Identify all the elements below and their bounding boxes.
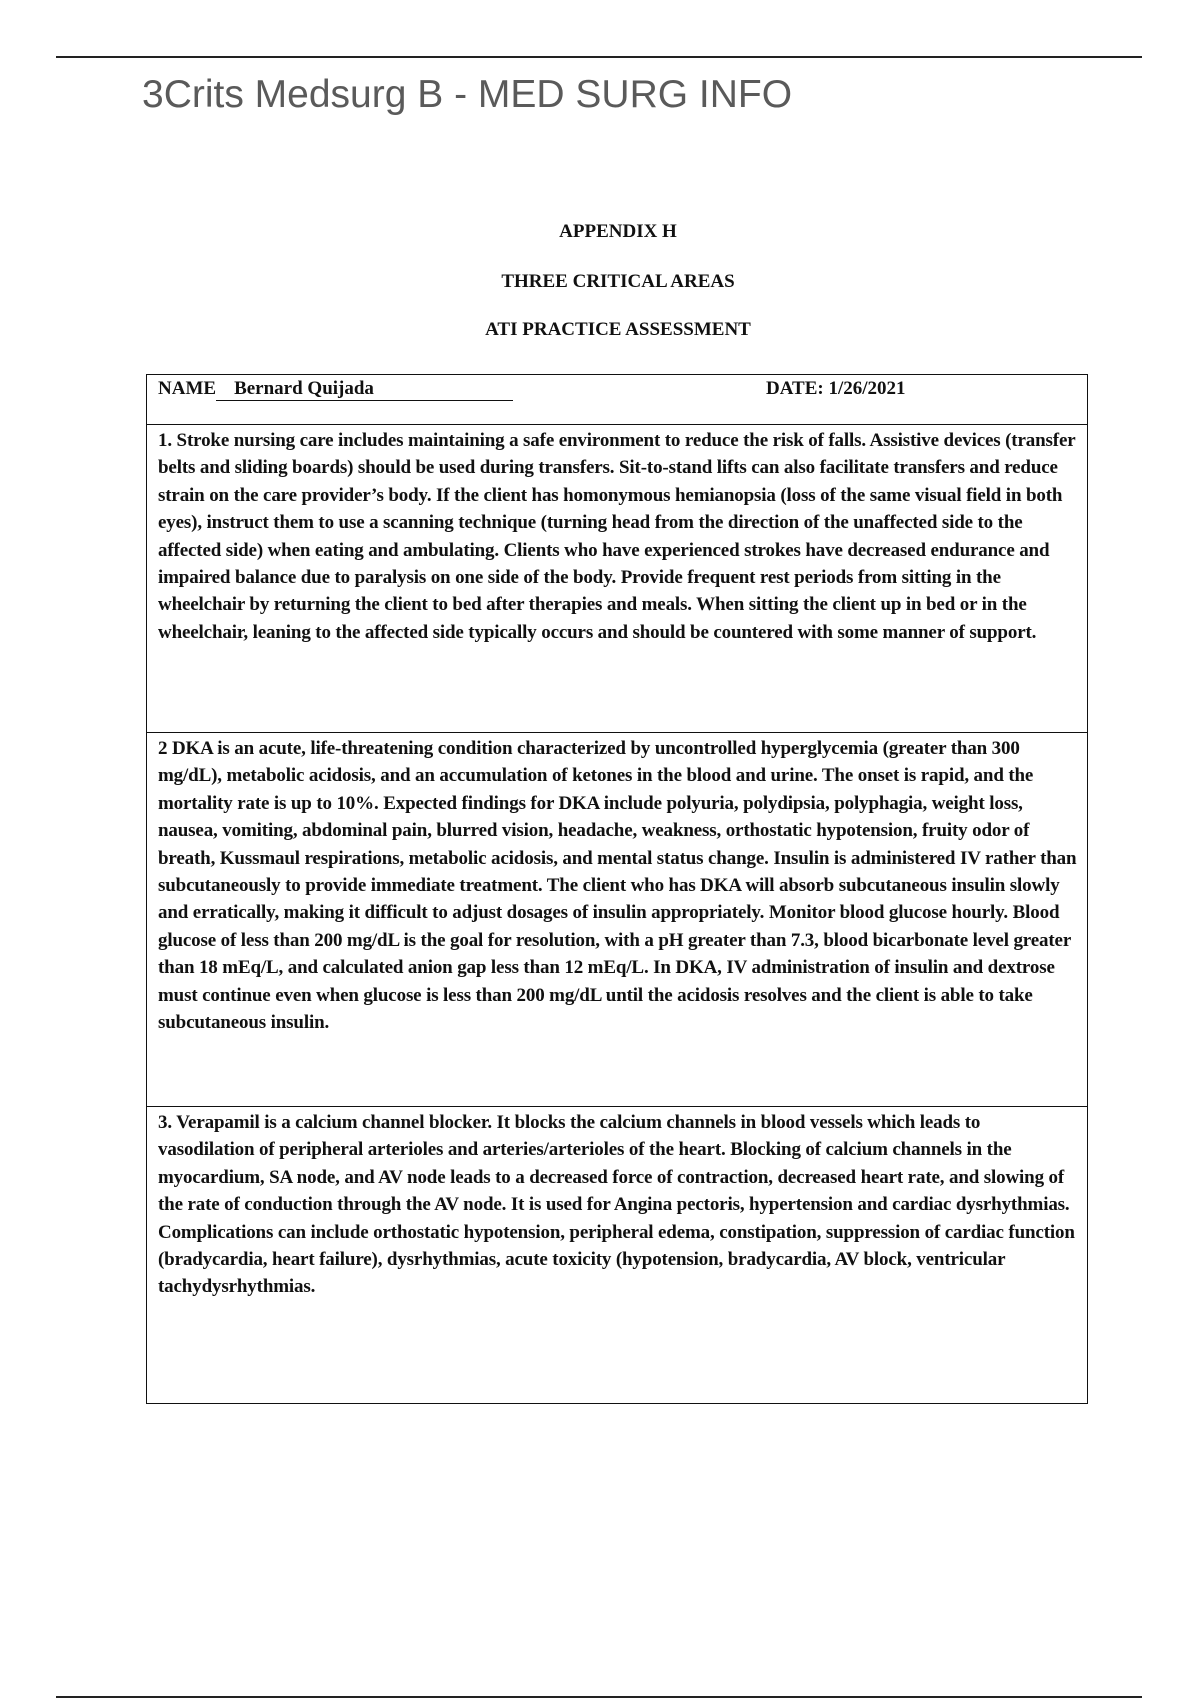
critical-areas-heading: THREE CRITICAL AREAS (501, 271, 735, 292)
assessment-form-table (146, 374, 1088, 1404)
appendix-heading: APPENDIX H (559, 221, 677, 242)
date-value: 1/26/2021 (828, 378, 906, 399)
answer-dka: 2 DKA is an acute, life-threatening condition characterized by uncontrolled hyperglycemia (greater than 300 mg/dL), metabolic acidosis, and an accumulation of ketones in the blood and urine. The onset is rapid, and the mortality rate is up to 10%. Expected findings for DKA include polyuria, polydipsia, polyphagia, weight loss, nausea, vomiting, abdominal pain, blurred vision, headache, weakness, orthostatic hypotension, fruity odor of breath, Kussmaul respirations, metabolic acidosis, and mental status change. Insulin is administered IV rather than subcutaneously to provide immediate treatment. The client who has DKA will absorb subcutaneous insulin slowly and erratically, making it difficult to adjust dosages of insulin appropriately. Monitor blood glucose hourly. Blood glucose of less than 200 mg/dL is the goal for resolution, with a pH greater than 7.3, blood bicarbonate level greater than 18 mEq/L, and calculated anion gap less than 12 mEq/L. In DKA, IV administration of insulin and dextrose must continue even when glucose is less than 200 mg/dL until the acidosis resolves and the client is able to take subcutaneous insulin. (147, 733, 1087, 1107)
assessment-heading: ATI PRACTICE ASSESSMENT (485, 319, 751, 340)
top-divider (56, 56, 1142, 58)
name-value: Bernard Quijada (216, 378, 513, 401)
bottom-divider (56, 1696, 1142, 1698)
answer-verapamil: 3. Verapamil is a calcium channel blocker. It blocks the calcium channels in blood vessels which leads to vasodilation of peripheral arterioles and arteries/arterioles of the heart. Blocking of calcium channels in the myocardium, SA node, and AV node leads to a decreased force of contraction, decreased heart rate, and slowing of the rate of conduction through the AV node. It is used for Angina pectoris, hypertension and cardiac dysrhythmias. Complications can include orthostatic hypotension, peripheral edema, constipation, suppression of cardiac function (bradycardia, heart failure), dysrhythmias, acute toxicity (hypotension, bradycardia, AV block, ventricular tachydysrhythmias. (158, 1112, 1075, 1298)
name-label: NAME (158, 378, 217, 399)
date-group (766, 378, 906, 400)
date-label: DATE: (766, 378, 824, 399)
name-date-row (147, 375, 1087, 425)
name-group (158, 378, 513, 401)
answer-stroke-care: 1. Stroke nursing care includes maintaining a safe environment to reduce the risk of falls. Assistive devices (transfer belts and sliding boards) should be used during transfers. Sit-to-stand lifts can also facilitate transfers and reduce strain on the care provider’s body. If the client has homonymous hemianopsia (loss of the same visual field in both eyes), instruct them to use a scanning technique (turning head from the direction of the unaffected side to the affected side) when eating and ambulating. Clients who have experienced strokes have decreased endurance and impaired balance due to paralysis on one side of the body. Provide frequent rest periods from sitting in the wheelchair by returning the client to bed after therapies and meals. When sitting the client up in bed or in the wheelchair, leaning to the affected side typically occurs and should be countered with some manner of support. (147, 425, 1087, 733)
document-title: 3Crits Medsurg B - MED SURG INFO (142, 73, 793, 116)
